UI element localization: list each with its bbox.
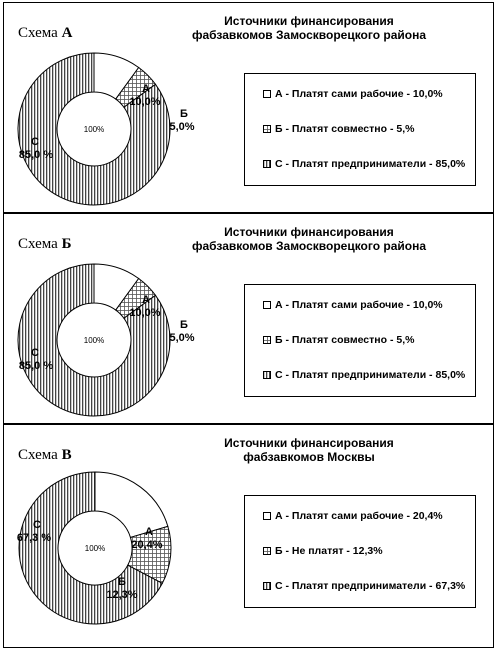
slice-percent-a: 20,4% — [131, 539, 163, 551]
legend-swatch-b — [263, 336, 271, 344]
legend-label-a: А - Платят сами рабочие - 20,4% — [275, 510, 443, 522]
chart-panel-scheme-a — [3, 2, 494, 213]
scheme-letter: Б — [61, 236, 72, 252]
legend-label-a: А - Платят сами рабочие - 10,0% — [275, 88, 443, 100]
legend-swatch-c — [263, 371, 271, 379]
slice-letter-a: А — [142, 294, 150, 306]
slice-letter-b: Б — [180, 319, 188, 331]
legend-label-b: Б - Платят совместно - 5,% — [275, 334, 415, 346]
legend-swatch-a — [263, 90, 271, 98]
swatch-fill — [264, 337, 271, 344]
slice-percent-a: 10,0% — [129, 96, 161, 108]
legend-swatch-b — [263, 125, 271, 133]
legend-label-b: Б - Платят совместно - 5,% — [275, 123, 415, 135]
legend-label-c: С - Платят предприниматели - 85,0% — [275, 369, 466, 381]
swatch-fill — [264, 126, 271, 133]
legend-swatch-b — [263, 547, 271, 555]
legend-label-b: Б - Не платят - 12,3% — [275, 545, 383, 557]
donut-chart — [4, 214, 244, 423]
slice-letter-b: Б — [118, 576, 126, 588]
scheme-prefix: Схема — [18, 236, 58, 252]
chart-legend — [244, 284, 476, 397]
swatch-fill — [264, 513, 271, 520]
legend-swatch-c — [263, 582, 271, 590]
legend-swatch-c — [263, 160, 271, 168]
slice-percent-b: 5,0% — [169, 332, 195, 344]
chart-title-line-1: Источники финансирования — [224, 14, 394, 28]
swatch-fill — [264, 91, 271, 98]
legend-label-c: С - Платят предприниматели - 85,0% — [275, 158, 466, 170]
slice-percent-b: 12,3% — [106, 589, 138, 601]
legend-label-c: С - Платят предприниматели - 67,3% — [275, 580, 466, 592]
slice-percent-c: 85,0 % — [18, 149, 54, 161]
legend-swatch-a — [263, 301, 271, 309]
slice-letter-c: С — [31, 136, 39, 148]
slice-percent-c: 67,3 % — [16, 532, 52, 544]
chart-title-line-2: фабзавкомов Замоскворецкого района — [191, 239, 427, 253]
donut-chart — [4, 425, 244, 647]
scheme-letter: В — [61, 447, 72, 463]
slice-percent-a: 10,0% — [129, 307, 161, 319]
center-label: 100% — [83, 125, 105, 134]
slice-percent-b: 5,0% — [169, 121, 195, 133]
slice-letter-c: С — [31, 347, 39, 359]
chart-title-line-2: фабзавкомов Замоскворецкого района — [191, 28, 427, 42]
slice-letter-b: Б — [180, 108, 188, 120]
center-label: 100% — [84, 544, 106, 553]
donut-chart — [4, 3, 244, 212]
legend-label-a: А - Платят сами рабочие - 10,0% — [275, 299, 443, 311]
swatch-fill — [264, 548, 271, 555]
slice-percent-c: 85,0 % — [18, 360, 54, 372]
swatch-fill — [264, 583, 271, 590]
scheme-letter: А — [61, 25, 73, 41]
center-label: 100% — [83, 336, 105, 345]
chart-legend — [244, 495, 476, 608]
slice-a — [95, 472, 168, 537]
chart-title-line-1: Источники финансирования — [224, 225, 394, 239]
chart-legend — [244, 73, 476, 186]
slice-letter-c: С — [33, 519, 41, 531]
swatch-fill — [264, 372, 271, 379]
legend-swatch-a — [263, 512, 271, 520]
slice-letter-a: А — [145, 526, 153, 538]
chart-panel-scheme-b — [3, 213, 494, 424]
scheme-prefix: Схема — [18, 447, 58, 463]
slice-letter-a: А — [142, 83, 150, 95]
scheme-prefix: Схема — [18, 25, 58, 41]
chart-title-line-1: Источники финансирования — [224, 436, 394, 450]
swatch-fill — [264, 161, 271, 168]
chart-panel-scheme-v — [3, 424, 494, 648]
swatch-fill — [264, 302, 271, 309]
chart-title-line-2: фабзавкомов Москвы — [243, 450, 375, 464]
